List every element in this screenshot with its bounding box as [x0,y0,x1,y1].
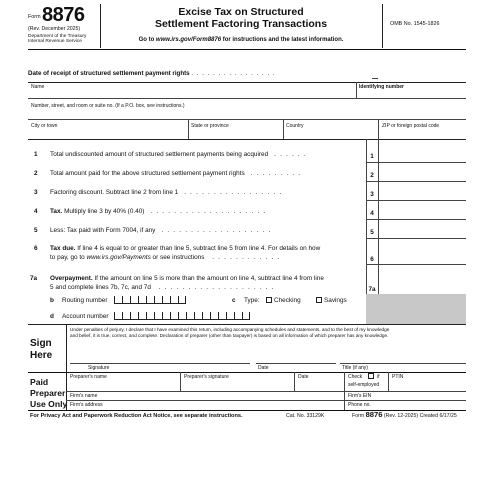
title-line-2: Settlement Factoring Transactions [154,18,328,30]
line-7a-number: 7a [30,275,38,282]
preparer-date-label: Date [298,374,309,380]
name-field[interactable] [28,88,356,98]
line-1-dots: . . . . . . [274,151,307,158]
name-label: Name [31,84,45,90]
account-digit-box[interactable] [210,312,218,320]
penalty-text-1: Under penalties of perjury, I declare that I have examined this return, including accompanying schedules and statements, and to the best of my knowledge [70,327,390,332]
goto-prefix: Go to [138,37,156,43]
checking-label: Checking [274,297,301,304]
line-7b-letter: b [50,297,54,304]
line-3-text [50,188,282,197]
line-7c-letter: c [232,297,236,304]
line-4-number: 4 [34,208,38,215]
routing-digit-box[interactable] [170,296,178,304]
account-digit-box[interactable] [186,312,194,320]
preparer-signature-label: Preparer's signature [184,374,229,380]
sign-heading-2: Here [30,350,53,361]
rule-line-4 [366,219,466,220]
preparer-name-label: Preparer's name [70,374,107,380]
country-field[interactable] [283,129,378,138]
irs-name: Internal Revenue Service [28,39,82,44]
preparer-heading-1: Paid [30,377,49,387]
city-field[interactable] [28,129,188,138]
firm-name-field[interactable] [110,392,344,400]
zip-label: ZIP or foreign postal code [382,123,440,129]
type-label: Type: [244,297,260,304]
line-5-amount[interactable] [378,222,466,238]
rule-line-5 [366,238,466,239]
account-digit-box[interactable] [130,312,138,320]
footer-form-word: Form [352,413,365,419]
routing-digit-box[interactable] [178,296,186,304]
account-label: Account number [62,313,109,320]
signature-label: Signature [88,365,110,371]
routing-digit-box[interactable] [138,296,146,304]
address-label: Number, street, and room or suite no. (If a P.O. box, see instructions.) [31,103,185,109]
line-7a-desc-1: If the amount on line 5 is more than the amount on line 4, subtract line 4 from line [92,275,324,282]
line-2-box-number: 2 [370,172,374,179]
rule-sign-end [28,372,466,373]
self-employed-checkbox[interactable] [368,373,374,379]
line-5-dots: . . . . . . . . . . . . . . . . . . . [161,227,272,234]
zip-field[interactable] [378,129,466,138]
rule-part-end [28,324,466,325]
firm-address-label: Firm's address [70,402,103,408]
preparer-date-field[interactable] [294,380,344,390]
line-4-desc: Multiply line 3 by 40% (0.40) [62,208,145,215]
ptin-label: PTIN [392,374,404,380]
routing-digit-box[interactable] [130,296,138,304]
phone-field[interactable] [380,401,466,409]
line-7d-letter: d [50,313,54,320]
savings-checkbox[interactable] [316,297,322,303]
line-3-box-number: 3 [370,191,374,198]
firm-ein-label: Firm's EIN [348,393,372,399]
rule-city [28,139,466,140]
account-digit-box[interactable] [170,312,178,320]
line-6-payments-url[interactable]: www.irs.gov/Payments [86,254,151,261]
rule-line-1 [366,162,466,163]
penalty-text-2: and belief, it is true, correct, and complete. Declaration of preparer (other than taxpayer) is based on all information of which preparer has any knowledge. [70,333,389,338]
account-digit-box[interactable] [114,312,122,320]
goto-instructions [100,36,382,44]
line-6-number: 6 [34,245,38,252]
account-digit-box[interactable] [226,312,234,320]
line-7a-bold: Overpayment. [50,275,93,282]
footer-form-number: 8876 [365,410,383,419]
line-4-box-number: 4 [370,210,374,217]
line-7a-text-1 [50,274,324,283]
rule-line-2 [366,181,466,182]
line-4-text [50,207,266,216]
preparer-signature-field[interactable] [180,380,294,390]
line-2-desc: Total amount paid for the above structured settlement payment rights [50,170,245,177]
line-7a-amount[interactable] [378,272,466,294]
line-6-desc-2b: or see instructions [150,254,205,261]
line-6-desc-2a: to pay, go to [50,254,87,261]
rule-date [28,82,466,83]
routing-number-field[interactable] [114,295,186,305]
identifying-number-field[interactable] [356,88,466,98]
city-label: City or town [31,123,58,129]
state-label: State or province [191,123,229,129]
footer-form [352,411,457,420]
title-field[interactable] [340,345,466,362]
check-label: Check [348,374,363,380]
account-digit-box[interactable] [218,312,226,320]
header-divider-right [382,4,383,48]
privacy-notice: For Privacy Act and Paperwork Reduction Act Notice, see separate instructions. [30,413,243,419]
footer-revision: (Rev. 12-2025) Created 6/17/25 [383,413,457,419]
date-receipt-label [28,70,276,78]
box-number-column-right [378,139,379,294]
account-digit-box[interactable] [234,312,242,320]
line-1-desc: Total undiscounted amount of structured settlement payments being acquired [50,151,269,158]
title-label: Title (if any) [342,365,368,371]
routing-digit-box[interactable] [154,296,162,304]
state-field[interactable] [188,129,283,138]
account-digit-box[interactable] [162,312,170,320]
line-4-amount[interactable] [378,203,466,219]
rule-name [28,98,466,99]
line-5-number: 5 [34,227,38,234]
line-2-number: 2 [34,170,38,177]
line-7a-dots: . . . . . . . . . . . . . . . . . . . . [158,284,275,291]
line-2-text [50,169,301,178]
revision-date: (Rev. December 2025) [28,26,81,32]
sign-divider [66,324,67,372]
rule-line-6 [366,264,466,265]
savings-option[interactable] [316,296,347,305]
line-6-amount[interactable] [378,242,466,264]
if-label: if [377,374,380,380]
line-1-text [50,150,307,159]
account-digit-box[interactable] [242,312,250,320]
line-4-dots: . . . . . . . . . . . . . . . . . . . . [150,208,267,215]
header-rule [28,49,466,50]
rule-line-3 [366,200,466,201]
account-digit-box[interactable] [122,312,130,320]
sign-heading-1: Sign [30,338,52,349]
form-number: 8876 [42,4,85,26]
line-1-amount[interactable] [378,146,466,162]
line-3-desc: Factoring discount. Subtract line 2 from line 1 [50,189,179,196]
line-3-amount[interactable] [378,184,466,200]
goto-url[interactable]: www.irs.gov/Form8876 [155,37,222,43]
account-digit-box[interactable] [154,312,162,320]
checking-option[interactable] [266,296,301,305]
line-4-bold: Tax. [50,208,63,215]
address-field[interactable] [28,108,466,118]
firm-address-field[interactable] [110,401,344,409]
line-7a-text-2 [50,283,275,292]
title-line [340,363,466,364]
form-word: Form [28,14,41,20]
department: Department of the Treasury [28,34,87,39]
date-line [256,363,336,364]
omb-number: OMB No. 1545-1826 [390,21,440,27]
firm-name-label: Firm's name [70,393,98,399]
sign-date-field[interactable] [256,345,336,362]
box-number-column-left [366,139,367,294]
goto-suffix: for instructions and the latest information. [221,37,344,43]
line-1-number: 1 [34,151,38,158]
line-6-bold: Tax due. [50,245,76,252]
line-6-desc-1: If line 4 is equal to or greater than line 5, subtract line 5 from line 4. For details on how [75,245,321,252]
ptin-field[interactable] [388,380,466,390]
self-employed-label: self-employed [348,382,380,388]
date-label: Date [258,365,269,371]
line-5-box-number: 5 [370,229,374,236]
account-digit-box[interactable] [146,312,154,320]
line-3-dots: . . . . . . . . . . . . . . . . . [184,189,283,196]
routing-digit-box[interactable] [162,296,170,304]
routing-label: Routing number [62,297,108,304]
line-6-text-2 [50,253,281,262]
line-2-dots: . . . . . . . . . [250,170,302,177]
date-receipt-field[interactable] [372,78,378,79]
phone-label: Phone no. [348,402,371,408]
date-receipt-text: Date of receipt of structured settlement payment rights [28,70,190,77]
preparer-heading-3: Use Only [30,399,68,409]
account-digit-box[interactable] [194,312,202,320]
routing-digit-box[interactable] [122,296,130,304]
preparer-heading-2: Preparer [30,388,66,398]
routing-digit-box[interactable] [114,296,122,304]
line-3-number: 3 [34,189,38,196]
line-5-text [50,226,272,235]
line-5-desc: Less: Tax paid with Form 7004, if any [50,227,156,234]
firm-ein-field[interactable] [380,392,466,400]
line-2-amount[interactable] [378,165,466,181]
line-6-box-number: 6 [370,256,374,263]
signature-field[interactable] [70,345,250,362]
savings-label: Savings [324,297,347,304]
catalog-number: Cat. No. 33129K [286,413,325,419]
preparer-name-field[interactable] [70,380,180,390]
account-digit-box[interactable] [178,312,186,320]
account-number-field[interactable] [114,311,250,321]
title-line-1: Excise Tax on Structured [178,6,304,18]
line-6-dots: . . . . . . . . . . . . [212,254,281,261]
account-digit-box[interactable] [138,312,146,320]
shaded-area-7b-7d [366,294,466,324]
rule-address [28,119,466,120]
line-7a-desc-2: 5 and complete lines 7b, 7c, and 7d [50,284,151,291]
line-6-text-1 [50,244,320,253]
checking-checkbox[interactable] [266,297,272,303]
date-receipt-dots: . . . . . . . . . . . . . . . . [191,70,276,77]
identifying-number-label: Identifying number [359,84,404,90]
signature-line [70,363,250,364]
account-digit-box[interactable] [202,312,210,320]
routing-digit-box[interactable] [146,296,154,304]
country-label: Country [286,123,304,129]
line-1-box-number: 1 [370,153,374,160]
line-7a-box-number: 7a [368,286,376,293]
